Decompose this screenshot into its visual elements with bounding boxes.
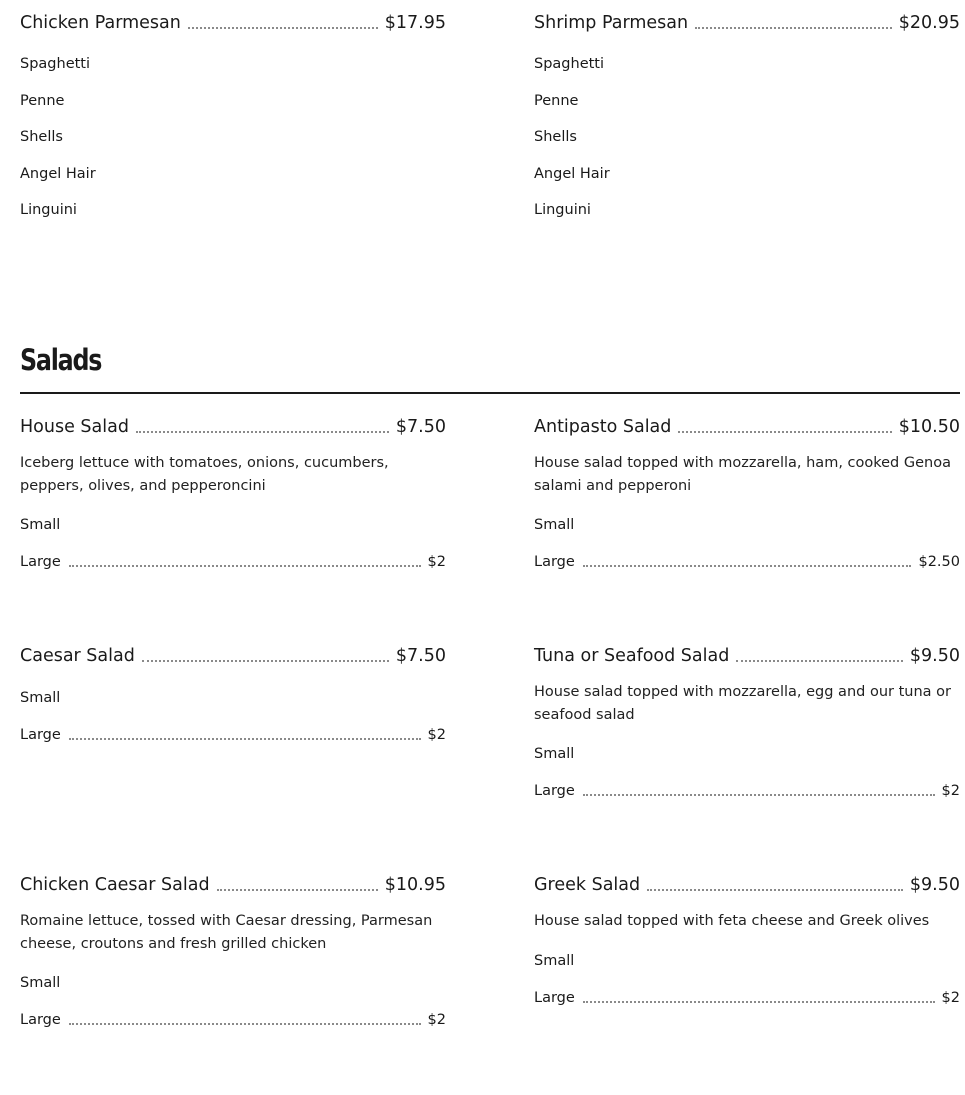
menu-item-name: Tuna or Seafood Salad	[534, 646, 730, 666]
menu-item-description: Romaine lettuce, tossed with Caesar dressing, Parmesan cheese, croutons and fresh grilled chicken	[20, 913, 433, 952]
size-label: Small	[534, 953, 575, 969]
dot-leader	[583, 564, 912, 567]
size-option-small	[534, 515, 960, 535]
dot-leader	[678, 430, 891, 433]
menu-item-description: House salad topped with mozzarella, egg and our tuna or seafood salad	[534, 684, 951, 723]
menu-item-price: $10.50	[898, 417, 960, 437]
size-label: Large	[534, 990, 575, 1006]
menu-item-title-row	[534, 873, 960, 897]
size-upcharge: $2	[941, 783, 960, 799]
size-label: Large	[534, 554, 575, 570]
pasta-choice: Angel Hair	[20, 165, 96, 182]
pasta-choice: Penne	[20, 92, 65, 109]
dot-leader	[188, 26, 378, 29]
menu-item-title-row	[534, 11, 960, 35]
size-option-large	[20, 1010, 446, 1030]
menu-item-price: $17.95	[384, 13, 446, 33]
menu-item-name: Antipasto Salad	[534, 417, 672, 437]
menu-item-description: House salad topped with feta cheese and Greek olives	[534, 913, 930, 929]
size-option-large	[534, 781, 960, 801]
menu-item-title-row	[534, 415, 960, 439]
menu-item-price: $9.50	[909, 875, 960, 895]
size-option-small	[20, 515, 446, 535]
dot-leader	[69, 1022, 421, 1025]
size-upcharge: $2	[427, 1012, 446, 1028]
size-label: Small	[534, 517, 575, 533]
pasta-choice: Linguini	[534, 202, 591, 218]
size-option-small	[20, 688, 446, 708]
dot-leader	[69, 737, 421, 740]
size-option-small	[20, 973, 446, 993]
size-label: Large	[534, 783, 575, 799]
pasta-choice: Linguini	[20, 202, 77, 218]
size-label: Small	[534, 746, 575, 762]
pasta-choice-list	[534, 54, 960, 220]
pasta-choice: Angel Hair	[534, 165, 610, 182]
size-option-small	[534, 744, 960, 764]
size-label: Large	[20, 554, 61, 570]
menu-item-house-salad	[20, 415, 446, 572]
menu-item-name: Caesar Salad	[20, 646, 135, 666]
size-option-small	[534, 951, 960, 971]
dot-leader	[736, 659, 903, 662]
menu-item-greek-salad	[534, 873, 960, 1008]
size-upcharge: $2	[941, 990, 960, 1006]
menu-item-title-row	[20, 415, 446, 439]
pasta-choice: Spaghetti	[534, 56, 605, 72]
pasta-choice: Penne	[534, 92, 579, 109]
dot-leader	[142, 659, 389, 662]
pasta-choice: Shells	[20, 129, 63, 145]
menu-item-description: Iceberg lettuce with tomatoes, onions, cucumbers, peppers, olives, and pepperoncini	[20, 455, 389, 494]
menu-item-name: House Salad	[20, 417, 129, 437]
menu-item-caesar-salad	[20, 644, 446, 745]
size-option-large	[20, 725, 446, 745]
menu-item-price: $7.50	[395, 646, 446, 666]
dot-leader	[583, 793, 935, 796]
menu-item-shrimp-parmesan	[534, 11, 960, 220]
menu-item-description: House salad topped with mozzarella, ham, cooked Genoa salami and pepperoni	[534, 455, 951, 494]
menu-item-antipasto-salad	[534, 415, 960, 572]
menu-item-chicken-caesar-salad	[20, 873, 446, 1030]
pasta-choice-list	[20, 54, 446, 220]
menu-item-title-row	[20, 644, 446, 668]
size-label: Large	[20, 727, 61, 743]
menu-item-price: $9.50	[909, 646, 960, 666]
size-label: Small	[20, 975, 61, 991]
menu-item-name: Greek Salad	[534, 875, 641, 895]
dot-leader	[69, 564, 421, 567]
section-heading-salads: Salads	[20, 343, 102, 377]
menu-item-price: $7.50	[395, 417, 446, 437]
size-label: Large	[20, 1012, 61, 1028]
size-option-large	[534, 552, 960, 572]
size-upcharge: $2	[427, 727, 446, 743]
pasta-choice: Shells	[534, 129, 577, 145]
dot-leader	[217, 888, 378, 891]
menu-item-name: Shrimp Parmesan	[534, 13, 689, 33]
size-option-large	[20, 552, 446, 572]
menu-item-name: Chicken Caesar Salad	[20, 875, 210, 895]
size-option-large	[534, 988, 960, 1008]
menu-item-name: Chicken Parmesan	[20, 13, 181, 33]
menu-item-tuna-seafood-salad	[534, 644, 960, 801]
size-upcharge: $2.50	[918, 554, 960, 570]
size-label: Small	[20, 690, 61, 706]
dot-leader	[647, 888, 903, 891]
menu-item-title-row	[534, 644, 960, 668]
menu-item-chicken-parmesan	[20, 11, 446, 220]
dot-leader	[695, 26, 892, 29]
dot-leader	[136, 430, 389, 433]
menu-item-title-row	[20, 11, 446, 35]
menu-item-title-row	[20, 873, 446, 897]
size-upcharge: $2	[427, 554, 446, 570]
dot-leader	[583, 1000, 935, 1003]
section-divider	[20, 392, 960, 394]
menu-item-price: $20.95	[898, 13, 960, 33]
pasta-choice: Spaghetti	[20, 56, 91, 72]
menu-item-price: $10.95	[384, 875, 446, 895]
size-label: Small	[20, 517, 61, 533]
